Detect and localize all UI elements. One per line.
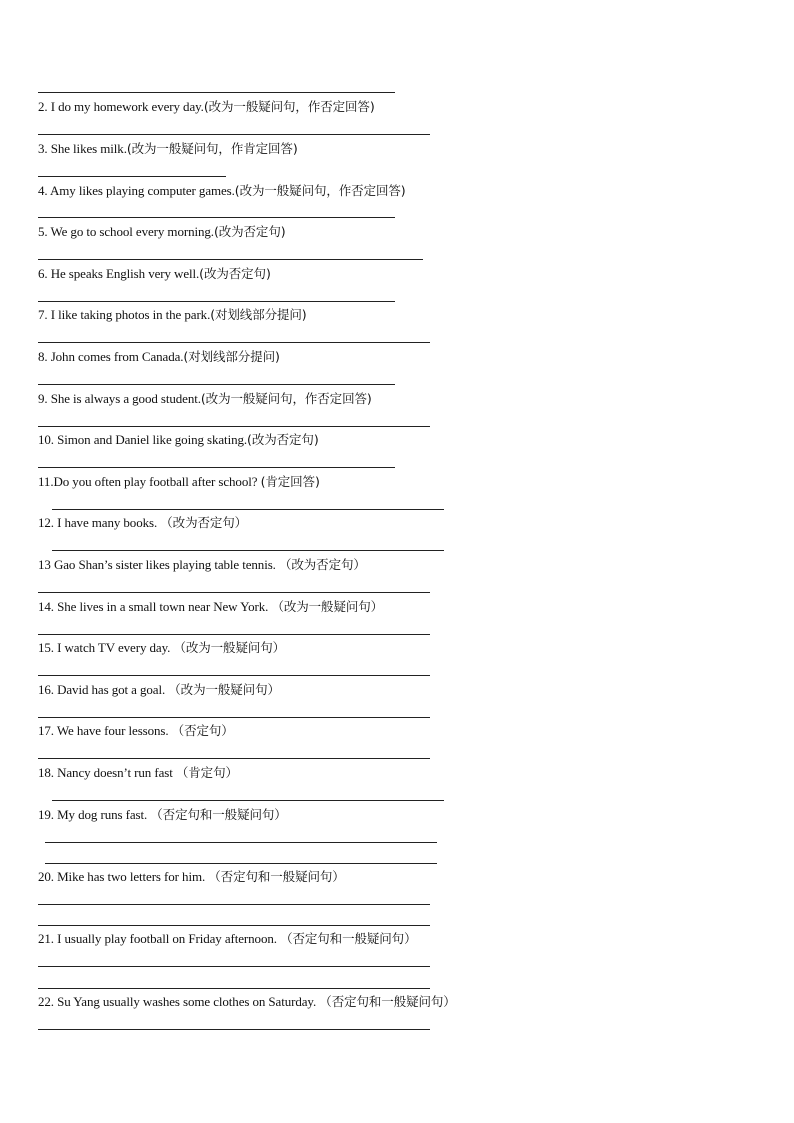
question-instruction: (改为否定句) [199,266,271,281]
answer-line [38,1029,430,1030]
question-15 [38,640,285,656]
question-text: 4. Amy likes playing computer games. [38,183,235,198]
question-instruction: (肯定回答) [260,474,320,489]
question-14 [38,599,383,615]
question-instruction: (改为一般疑问句，作否定回答) [200,391,372,406]
answer-line [38,988,430,989]
question-text: 16. David has got a goal. [38,682,169,697]
question-text: 17. We have four lessons. [38,723,172,738]
answer-line [38,966,430,967]
answer-line [38,217,395,218]
answer-line [38,92,395,93]
question-instruction: （改为一般疑问句） [168,682,280,697]
question-instruction: （否定句和一般疑问句） [208,869,345,884]
answer-line [38,592,430,593]
answer-line [38,634,430,635]
question-instruction: （改为一般疑问句） [173,640,286,655]
question-11 [38,474,320,490]
answer-line [38,925,430,926]
question-instruction: (改为否定句) [213,224,286,239]
answer-line [45,842,437,843]
question-19 [38,807,287,823]
question-text: 13 Gao Shan’s sister likes playing table tennis. [38,557,279,572]
answer-line [38,426,430,427]
question-10 [38,432,319,448]
question-text: 2. I do my homework every day. [38,99,204,114]
question-text: 5. We go to school every morning. [38,224,214,239]
question-text: 8. John comes from Canada. [38,349,184,364]
question-9 [38,391,372,407]
question-text: 22. Su Yang usually washes some clothes on Saturday. [38,994,320,1009]
question-5 [38,224,286,240]
question-21 [38,931,416,947]
answer-line [38,134,430,135]
question-instruction: （否定句和一般疑问句） [319,994,456,1009]
answer-line [38,384,395,385]
question-8 [38,349,280,365]
question-instruction: (改为一般疑问句，作肯定回答) [126,141,298,156]
answer-line [52,509,444,510]
question-instruction: （否定句） [171,723,234,738]
question-instruction: (改为否定句) [247,432,319,447]
question-3 [38,141,298,157]
question-text: 20. Mike has two letters for him. [38,869,209,884]
question-17 [38,723,234,739]
question-2 [38,99,375,115]
question-instruction: （改为一般疑问句） [271,599,384,614]
answer-line [38,176,226,177]
question-instruction: （改为否定句） [278,557,366,572]
question-20 [38,869,345,885]
question-text: 9. She is always a good student. [38,391,201,406]
question-text: 3. She likes milk. [38,141,127,156]
question-text: 19. My dog runs fast. [38,807,151,822]
answer-line [38,758,430,759]
question-text: 6. He speaks English very well. [38,266,200,281]
answer-line [38,301,395,302]
question-instruction: (对划线部分提问) [210,307,307,322]
answer-line [38,675,430,676]
answer-line [38,904,430,905]
question-12 [38,515,247,531]
question-text: 12. I have many books. [38,515,161,530]
question-text: 14. She lives in a small town near New York. [38,599,272,614]
question-6 [38,266,271,282]
answer-line [38,717,430,718]
answer-line [38,342,430,343]
question-13 [38,557,366,573]
question-22 [38,994,456,1010]
question-text: 18. Nancy doesn’t run fast [38,765,176,780]
question-instruction: (改为一般疑问句，作否定回答) [203,99,375,114]
question-instruction: （改为否定句） [160,515,248,530]
question-instruction: (改为一般疑问句，作否定回答) [234,183,406,198]
answer-line [52,550,444,551]
question-7 [38,307,307,323]
question-text: 10. Simon and Daniel like going skating. [38,432,248,447]
question-text: 15. I watch TV every day. [38,640,174,655]
question-instruction: （否定句和一般疑问句） [280,931,417,946]
question-instruction: （肯定句） [175,765,238,780]
question-text: 11.Do you often play football after school? [38,474,261,489]
question-16 [38,682,280,698]
question-18 [38,765,238,781]
question-instruction: (对划线部分提问) [183,349,280,364]
question-text: 21. I usually play football on Friday afternoon. [38,931,281,946]
question-instruction: （否定句和一般疑问句） [150,807,287,822]
answer-line [52,800,444,801]
answer-line [38,259,423,260]
answer-line [38,467,395,468]
question-4 [38,183,406,199]
answer-line [45,863,437,864]
question-text: 7. I like taking photos in the park. [38,307,211,322]
